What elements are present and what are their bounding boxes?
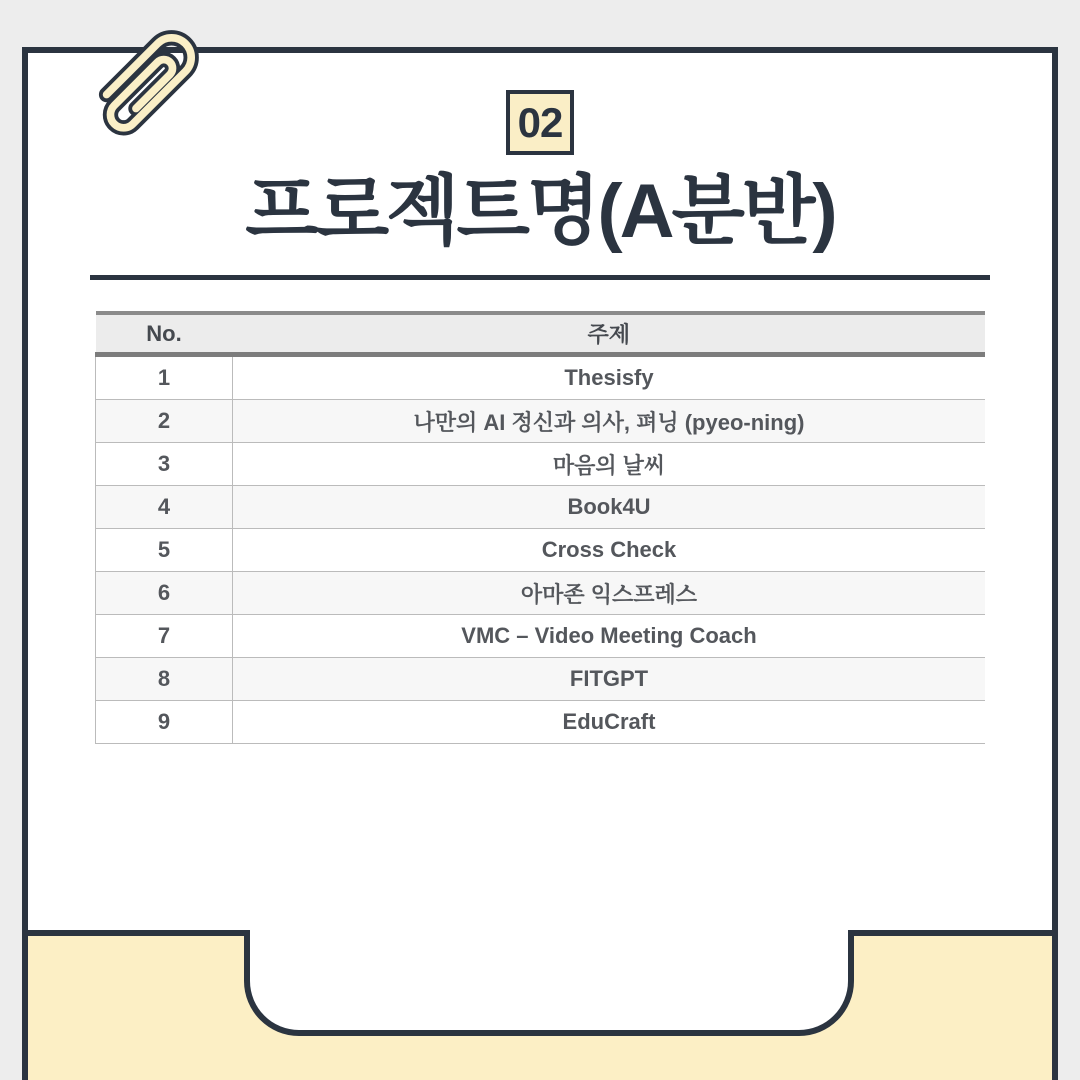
row-number: 4 (96, 486, 233, 529)
paperclip-icon (64, 1, 228, 165)
table-row (96, 355, 986, 400)
table-row (96, 486, 986, 529)
row-number: 8 (96, 658, 233, 701)
table-row (96, 443, 986, 486)
folder-pocket (28, 930, 1052, 1080)
row-number: 6 (96, 572, 233, 615)
row-number: 7 (96, 615, 233, 658)
row-number: 2 (96, 400, 233, 443)
title-underline (90, 275, 990, 280)
column-header-no: No. (146, 320, 182, 346)
table-row (96, 615, 986, 658)
row-number: 9 (96, 701, 233, 744)
table-header-row (96, 313, 986, 355)
row-topic: Cross Check (233, 529, 986, 572)
project-table (95, 311, 985, 744)
table-row (96, 400, 986, 443)
table-body (96, 355, 986, 744)
row-topic: 마음의 날씨 (233, 443, 986, 486)
row-topic: 아마존 익스프레스 (233, 572, 986, 615)
column-header-topic: 주제 (587, 322, 630, 347)
table-row (96, 701, 986, 744)
table-row (96, 529, 986, 572)
slide-card (22, 47, 1058, 1080)
row-topic: Book4U (233, 486, 986, 529)
table-header (96, 313, 986, 355)
table-row (96, 658, 986, 701)
row-number: 1 (96, 355, 233, 400)
section-number-badge: 02 (506, 90, 574, 155)
row-topic: Thesisfy (233, 355, 986, 400)
table-row (96, 572, 986, 615)
row-number: 3 (96, 443, 233, 486)
row-number: 5 (96, 529, 233, 572)
row-topic: VMC – Video Meeting Coach (233, 615, 986, 658)
row-topic: 나만의 AI 정신과 의사, 펴닝 (pyeo-ning) (233, 400, 986, 443)
page-title: 프로젝트명(A분반) (245, 169, 835, 254)
row-topic: FITGPT (233, 658, 986, 701)
folder-pocket-notch (244, 930, 854, 1036)
row-topic: EduCraft (233, 701, 986, 744)
